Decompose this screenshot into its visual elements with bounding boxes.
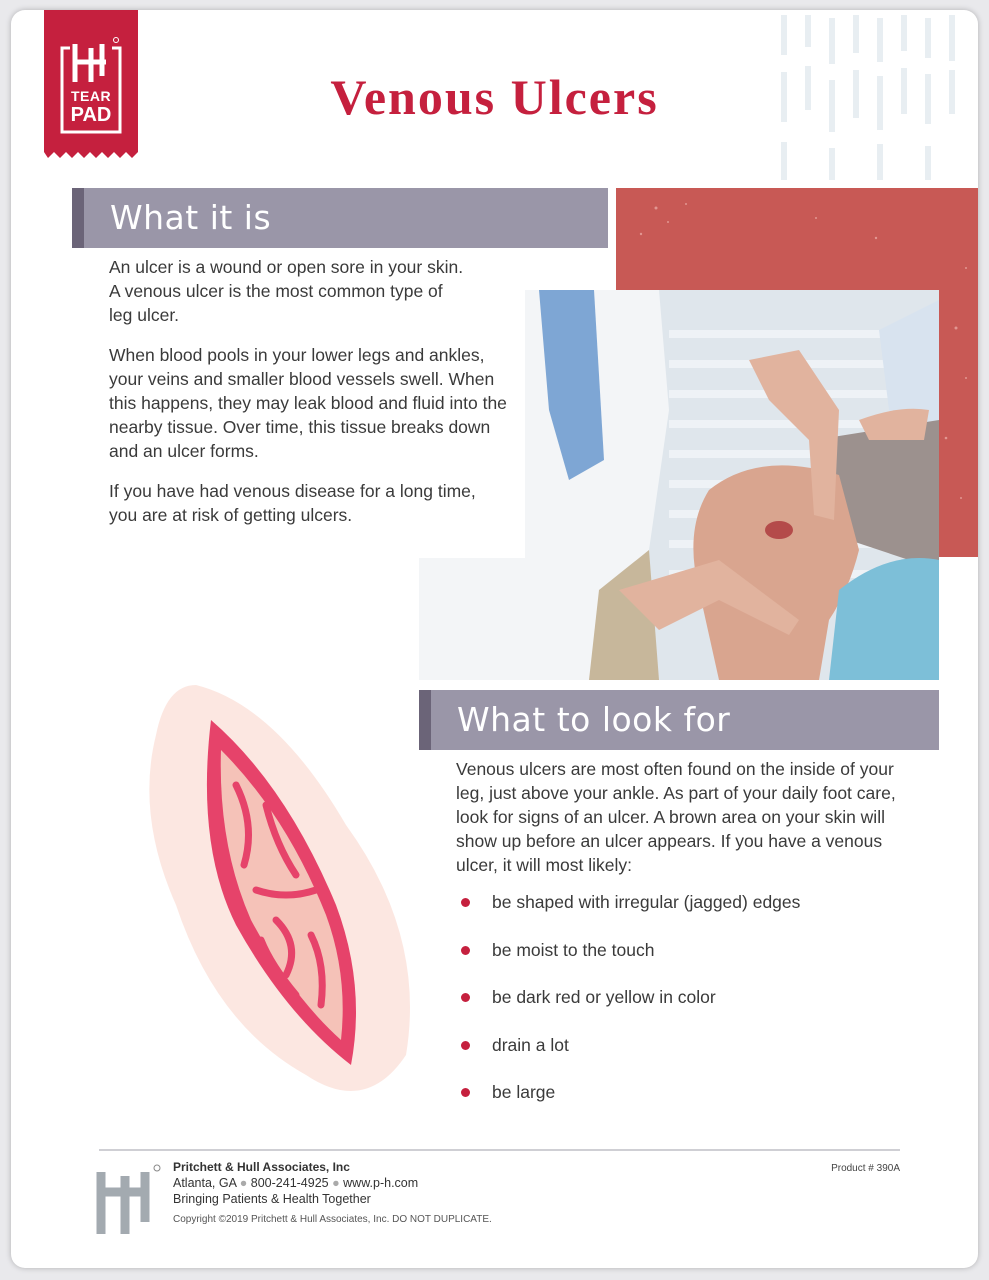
document-page <box>11 10 978 1268</box>
paragraph: An ulcer is a wound or open sore in your skin. A venous ulcer is the most common type of leg ulcer. <box>109 257 464 325</box>
footer-divider <box>99 1149 900 1151</box>
list-item: be moist to the touch <box>456 938 916 986</box>
section-title: What it is <box>110 198 272 237</box>
badge-line1: TEAR <box>70 88 112 104</box>
bullet-icon <box>461 993 470 1002</box>
bullet-icon <box>461 1088 470 1097</box>
ph-logo-icon <box>95 1162 165 1234</box>
paragraph: If you have had venous disease for a long time, you are at risk of getting ulcers. <box>109 481 476 525</box>
section-title: What to look for <box>457 700 731 739</box>
company-name: Pritchett & Hull Associates, Inc <box>173 1160 350 1174</box>
copyright: Copyright ©2019 Pritchett & Hull Associates, Inc. DO NOT DUPLICATE. <box>173 1214 492 1225</box>
list-item: drain a lot <box>456 1033 916 1081</box>
list-item: be shaped with irregular (jagged) edges <box>456 890 916 938</box>
signs-list <box>456 890 916 1128</box>
bullet-icon <box>461 898 470 907</box>
list-item: be large <box>456 1080 916 1128</box>
separator-dot: ● <box>239 1176 248 1190</box>
section-header-what-to-look-for <box>419 690 939 750</box>
badge-line2: PAD <box>70 104 112 126</box>
paragraph: When blood pools in your lower legs and ankles, your veins and smaller blood vessels swell. When this happens, they may leak blood and fluid into the nearby tissue. Over time, this tissue breaks down and an ulcer forms. <box>109 345 507 461</box>
list-item: be dark red or yellow in color <box>456 985 916 1033</box>
doctor-examining-knee-photo <box>419 290 939 680</box>
city: Atlanta, GA <box>173 1176 237 1190</box>
page-title: Venous Ulcers <box>330 69 659 125</box>
paragraph: Venous ulcers are most often found on the inside of your leg, just above your ankle. As part of your daily foot care, look for signs of an ulcer. A brown area on your skin will show up before an ulcer appears. If you have a venous ulcer, it will most likely: <box>456 759 896 875</box>
ulcer-illustration <box>126 675 426 1105</box>
bullet-icon <box>461 1041 470 1050</box>
section-header-what-it-is <box>72 188 608 248</box>
phone: 800-241-4925 <box>250 1176 329 1190</box>
product-number: Product # 390A <box>831 1163 900 1174</box>
website-link[interactable]: www.p-h.com <box>343 1176 419 1190</box>
tagline: Bringing Patients & Health Together <box>173 1192 371 1206</box>
contact-line <box>173 1176 418 1190</box>
bullet-icon <box>461 946 470 955</box>
separator-dot: ● <box>332 1176 340 1190</box>
